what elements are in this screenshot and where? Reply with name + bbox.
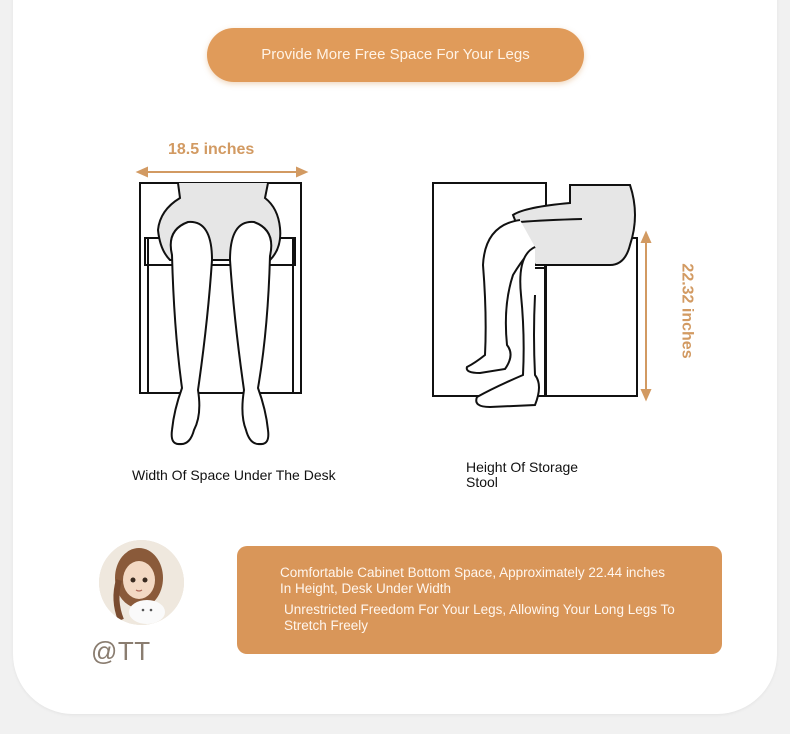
info-text-2: Unrestricted Freedom For Your Legs, Allowing Your Long Legs To Stretch Freely bbox=[284, 602, 675, 633]
width-caption: Width Of Space Under The Desk bbox=[132, 467, 336, 483]
height-dimension-label: 22.32 inches bbox=[678, 263, 696, 359]
info-box bbox=[237, 546, 722, 654]
height-caption bbox=[466, 460, 578, 490]
info-text-1: Comfortable Cabinet Bottom Space, Approximately 22.44 inches In Height, Desk Under Width bbox=[280, 565, 665, 596]
desk-width-diagram bbox=[130, 160, 320, 455]
width-arrow bbox=[138, 168, 306, 176]
stool-height-diagram bbox=[425, 175, 655, 415]
banner-pill: Provide More Free Space For Your Legs bbox=[207, 28, 584, 82]
avatar bbox=[99, 540, 184, 625]
height-caption-line1: Height Of Storage bbox=[466, 459, 579, 475]
width-dimension-label: 18.5 inches bbox=[168, 141, 255, 158]
user-handle: @TT bbox=[91, 636, 151, 666]
height-caption-line2: Stool bbox=[466, 474, 498, 490]
height-arrow bbox=[642, 233, 650, 399]
